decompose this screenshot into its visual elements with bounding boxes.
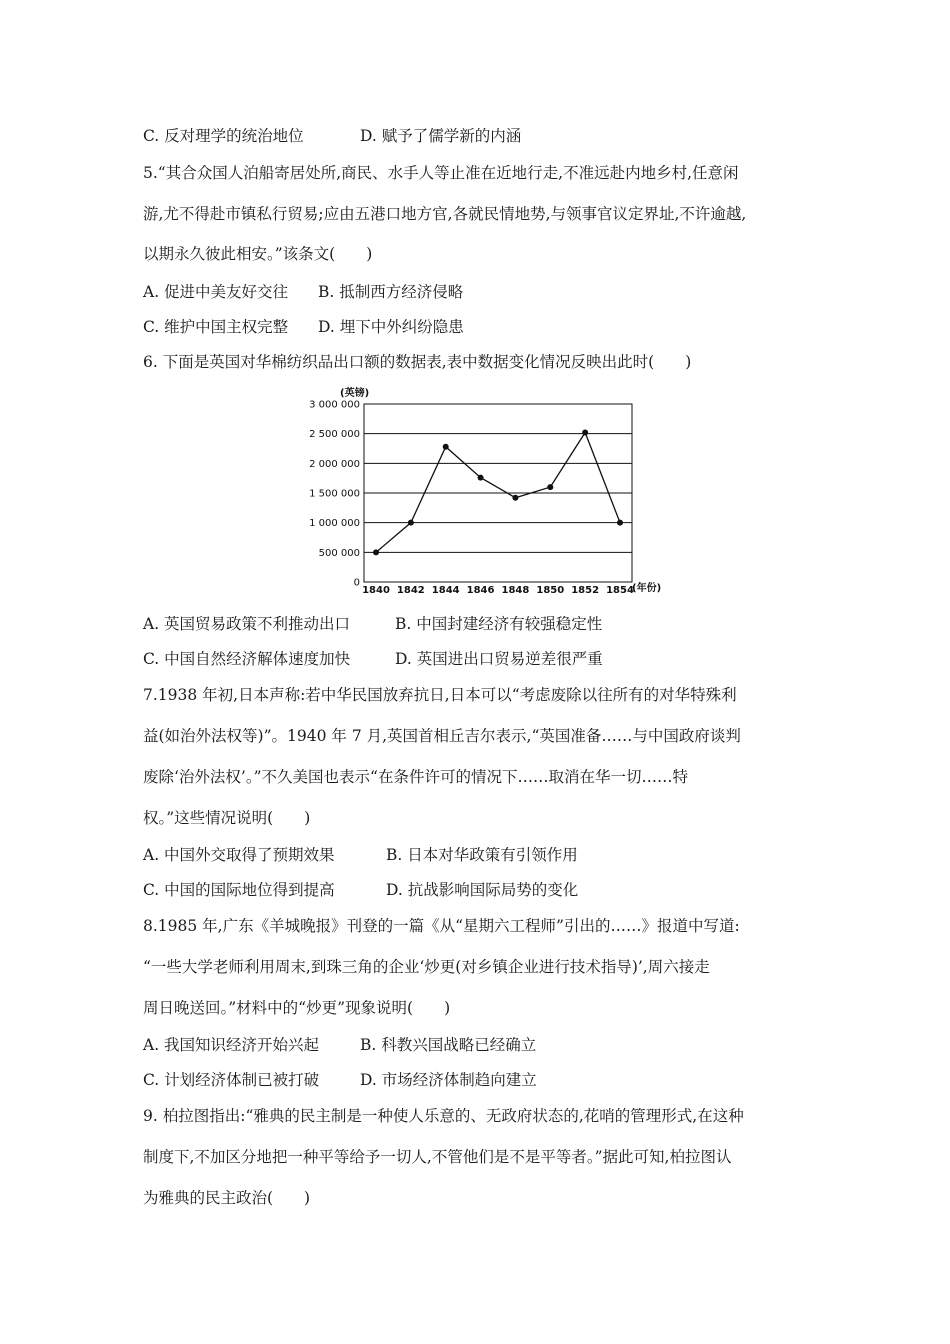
q5-option-d: D. 埋下中外纠纷隐患 bbox=[318, 318, 464, 336]
chart-gridlines bbox=[364, 404, 632, 582]
chart-data-point bbox=[582, 429, 588, 435]
chart-y-tick-labels bbox=[309, 400, 360, 589]
chart-y-tick-label: 1 000 000 bbox=[309, 518, 360, 530]
chart-data-point bbox=[478, 475, 484, 481]
q8-option-d: D. 市场经济体制趋向建立 bbox=[360, 1071, 537, 1089]
q7-option-b: B. 日本对华政策有引领作用 bbox=[386, 846, 578, 864]
q8-stem-line-3: 周日晚送回。”材料中的“炒更”现象说明( ) bbox=[143, 999, 451, 1017]
chart-y-tick-label: 2 000 000 bbox=[309, 458, 360, 470]
q4-option-c: C. 反对理学的统治地位 bbox=[143, 127, 304, 145]
chart-data-point bbox=[408, 520, 414, 526]
q7-option-a: A. 中国外交取得了预期效果 bbox=[143, 846, 335, 864]
q7-stem-line-2: 益(如治外法权等)”。1940 年 7 月,英国首相丘吉尔表示,“英国准备……与中国政府谈判 bbox=[143, 727, 741, 745]
chart-data-point bbox=[617, 520, 623, 526]
chart-x-axis-label: (年份) bbox=[632, 583, 662, 594]
q9-stem-line-1: 9. 柏拉图指出:“雅典的民主制是一种使人乐意的、无政府状态的,花哨的管理形式,在这种 bbox=[143, 1107, 744, 1125]
chart-x-tick-label: 1850 bbox=[536, 585, 565, 596]
q8-option-b: B. 科教兴国战略已经确立 bbox=[360, 1036, 537, 1054]
chart-x-tick-label: 1848 bbox=[501, 585, 530, 596]
chart-data-point bbox=[547, 484, 553, 490]
q9-stem-line-2: 制度下,不加区分地把一种平等给予一切人,不管他们是不是平等者。”据此可知,柏拉图认 bbox=[143, 1148, 732, 1166]
chart-y-axis-label: (英镑) bbox=[340, 388, 370, 399]
chart-x-tick-label: 1852 bbox=[571, 585, 600, 596]
q8-stem-line-1: 8.1985 年,广东《羊城晚报》刊登的一篇《从“星期六工程师”引出的……》报道中写道: bbox=[143, 917, 740, 935]
q5-stem-line-1: 5.“其合众国人泊船寄居处所,商民、水手人等止准在近地行走,不准远赴内地乡村,任意闲 bbox=[143, 164, 739, 182]
q7-stem-line-1: 7.1938 年初,日本声称:若中华民国放弃抗日,日本可以“考虑废除以往所有的对华特殊利 bbox=[143, 686, 737, 704]
q6-stem: 6. 下面是英国对华棉纺织品出口额的数据表,表中数据变化情况反映出此时( ) bbox=[143, 353, 692, 371]
q9-stem-line-3: 为雅典的民主政治( ) bbox=[143, 1189, 311, 1207]
chart-x-tick-label: 1842 bbox=[396, 585, 425, 596]
chart-x-tick-label: 1846 bbox=[466, 585, 495, 596]
chart-y-tick-label: 500 000 bbox=[318, 547, 360, 559]
q8-option-c: C. 计划经济体制已被打破 bbox=[143, 1071, 320, 1089]
q7-stem-line-4: 权。”这些情况说明( ) bbox=[143, 809, 311, 827]
chart-data-point bbox=[443, 444, 449, 450]
q5-option-a: A. 促进中美友好交往 bbox=[143, 283, 289, 301]
q6-option-c: C. 中国自然经济解体速度加快 bbox=[143, 650, 351, 668]
chart-y-tick-label: 1 500 000 bbox=[309, 488, 360, 500]
chart-y-tick-label: 0 bbox=[353, 577, 360, 589]
chart-series-line bbox=[376, 432, 620, 552]
chart-x-tick-label: 1840 bbox=[362, 585, 390, 596]
chart-data-point bbox=[373, 549, 379, 555]
chart-series bbox=[373, 429, 623, 555]
q5-option-b: B. 抵制西方经济侵略 bbox=[318, 283, 464, 301]
chart-x-tick-label: 1854 bbox=[606, 585, 634, 596]
q8-option-a: A. 我国知识经济开始兴起 bbox=[143, 1036, 320, 1054]
q7-option-c: C. 中国的国际地位得到提高 bbox=[143, 881, 335, 899]
chart-x-tick-label: 1844 bbox=[431, 585, 460, 596]
q5-option-c: C. 维护中国主权完整 bbox=[143, 318, 289, 336]
q5-stem-line-3: 以期永久彼此相安。”该条文( ) bbox=[143, 245, 373, 263]
chart-y-tick-label: 2 500 000 bbox=[309, 429, 360, 441]
chart-x-tick-labels bbox=[362, 585, 634, 596]
q6-option-a: A. 英国贸易政策不利推动出口 bbox=[143, 615, 351, 633]
export-line-chart bbox=[300, 384, 680, 604]
q6-option-d: D. 英国进出口贸易逆差很严重 bbox=[395, 650, 603, 668]
chart-y-tick-label: 3 000 000 bbox=[309, 399, 360, 411]
q7-option-d: D. 抗战影响国际局势的变化 bbox=[386, 881, 579, 899]
q7-stem-line-3: 废除‘治外法权’。”不久美国也表示“在条件许可的情况下……取消在华一切……特 bbox=[143, 768, 688, 786]
q4-option-d: D. 赋予了儒学新的内涵 bbox=[360, 127, 522, 145]
q5-stem-line-2: 游,尤不得赴市镇私行贸易;应由五港口地方官,各就民情地势,与领事官议定界址,不许逾越, bbox=[143, 205, 747, 223]
q6-option-b: B. 中国封建经济有较强稳定性 bbox=[395, 615, 603, 633]
chart-data-point bbox=[512, 495, 518, 501]
q8-stem-line-2: “一些大学老师利用周末,到珠三角的企业‘炒更(对乡镇企业进行技术指导)’,周六接走 bbox=[143, 958, 710, 976]
